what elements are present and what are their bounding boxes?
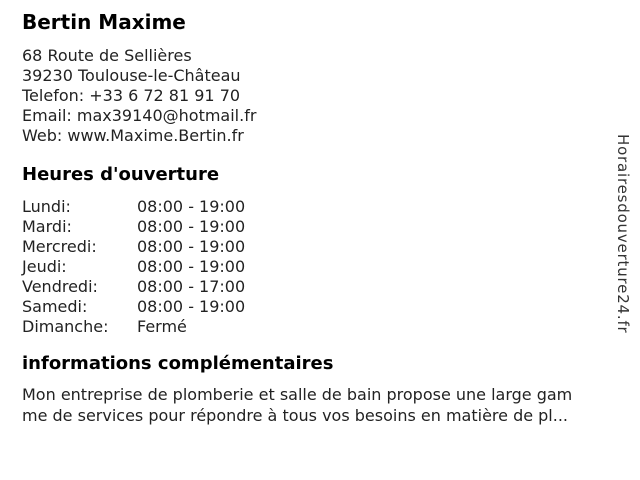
hours-row-wednesday <box>22 237 640 257</box>
hours-value: 08:00 - 19:00 <box>137 257 246 276</box>
hours-row-friday <box>22 277 640 297</box>
day-label: Jeudi: <box>22 257 67 276</box>
day-label: Mercredi: <box>22 237 97 256</box>
phone-line <box>22 86 640 106</box>
day-label: Samedi: <box>22 297 88 316</box>
email-value: max39140@hotmail.fr <box>76 106 257 125</box>
hours-row-saturday <box>22 297 640 317</box>
hours-row-sunday <box>22 317 640 337</box>
hours-row-monday <box>22 197 640 217</box>
hours-value: 08:00 - 17:00 <box>137 277 246 296</box>
day-label: Dimanche: <box>22 317 109 336</box>
contact-block <box>22 46 640 146</box>
email-label: Email: <box>22 106 72 125</box>
hours-row-tuesday <box>22 217 640 237</box>
hours-value: 08:00 - 19:00 <box>137 217 246 236</box>
website-line <box>22 126 640 146</box>
description-line-2: me de services pour répondre à tous vos besoins en matière de pl... <box>22 406 569 425</box>
day-label: Mardi: <box>22 217 72 236</box>
opening-hours-heading: Heures d'ouverture <box>22 164 220 185</box>
business-name-title: Bertin Maxime <box>22 10 186 34</box>
additional-info-heading: informations complémentaires <box>22 353 334 374</box>
website-label: Web: <box>22 126 63 145</box>
hours-value: Fermé <box>137 317 187 336</box>
business-description <box>22 384 640 426</box>
phone-label: Telefon: <box>22 86 85 105</box>
hours-value: 08:00 - 19:00 <box>137 297 246 316</box>
opening-hours-table <box>22 197 640 337</box>
phone-value: +33 6 72 81 91 70 <box>89 86 241 105</box>
email-line <box>22 106 640 126</box>
address-street: 68 Route de Sellières <box>22 46 192 65</box>
site-watermark-vertical: Horairesdouverture24.fr <box>614 134 632 334</box>
day-label: Vendredi: <box>22 277 98 296</box>
hours-value: 08:00 - 19:00 <box>137 197 246 216</box>
website-value: www.Maxime.Bertin.fr <box>67 126 244 145</box>
hours-row-thursday <box>22 257 640 277</box>
day-label: Lundi: <box>22 197 71 216</box>
address-city: 39230 Toulouse-le-Château <box>22 66 241 85</box>
hours-value: 08:00 - 19:00 <box>137 237 246 256</box>
description-line-1: Mon entreprise de plomberie et salle de bain propose une large gam <box>22 385 573 404</box>
